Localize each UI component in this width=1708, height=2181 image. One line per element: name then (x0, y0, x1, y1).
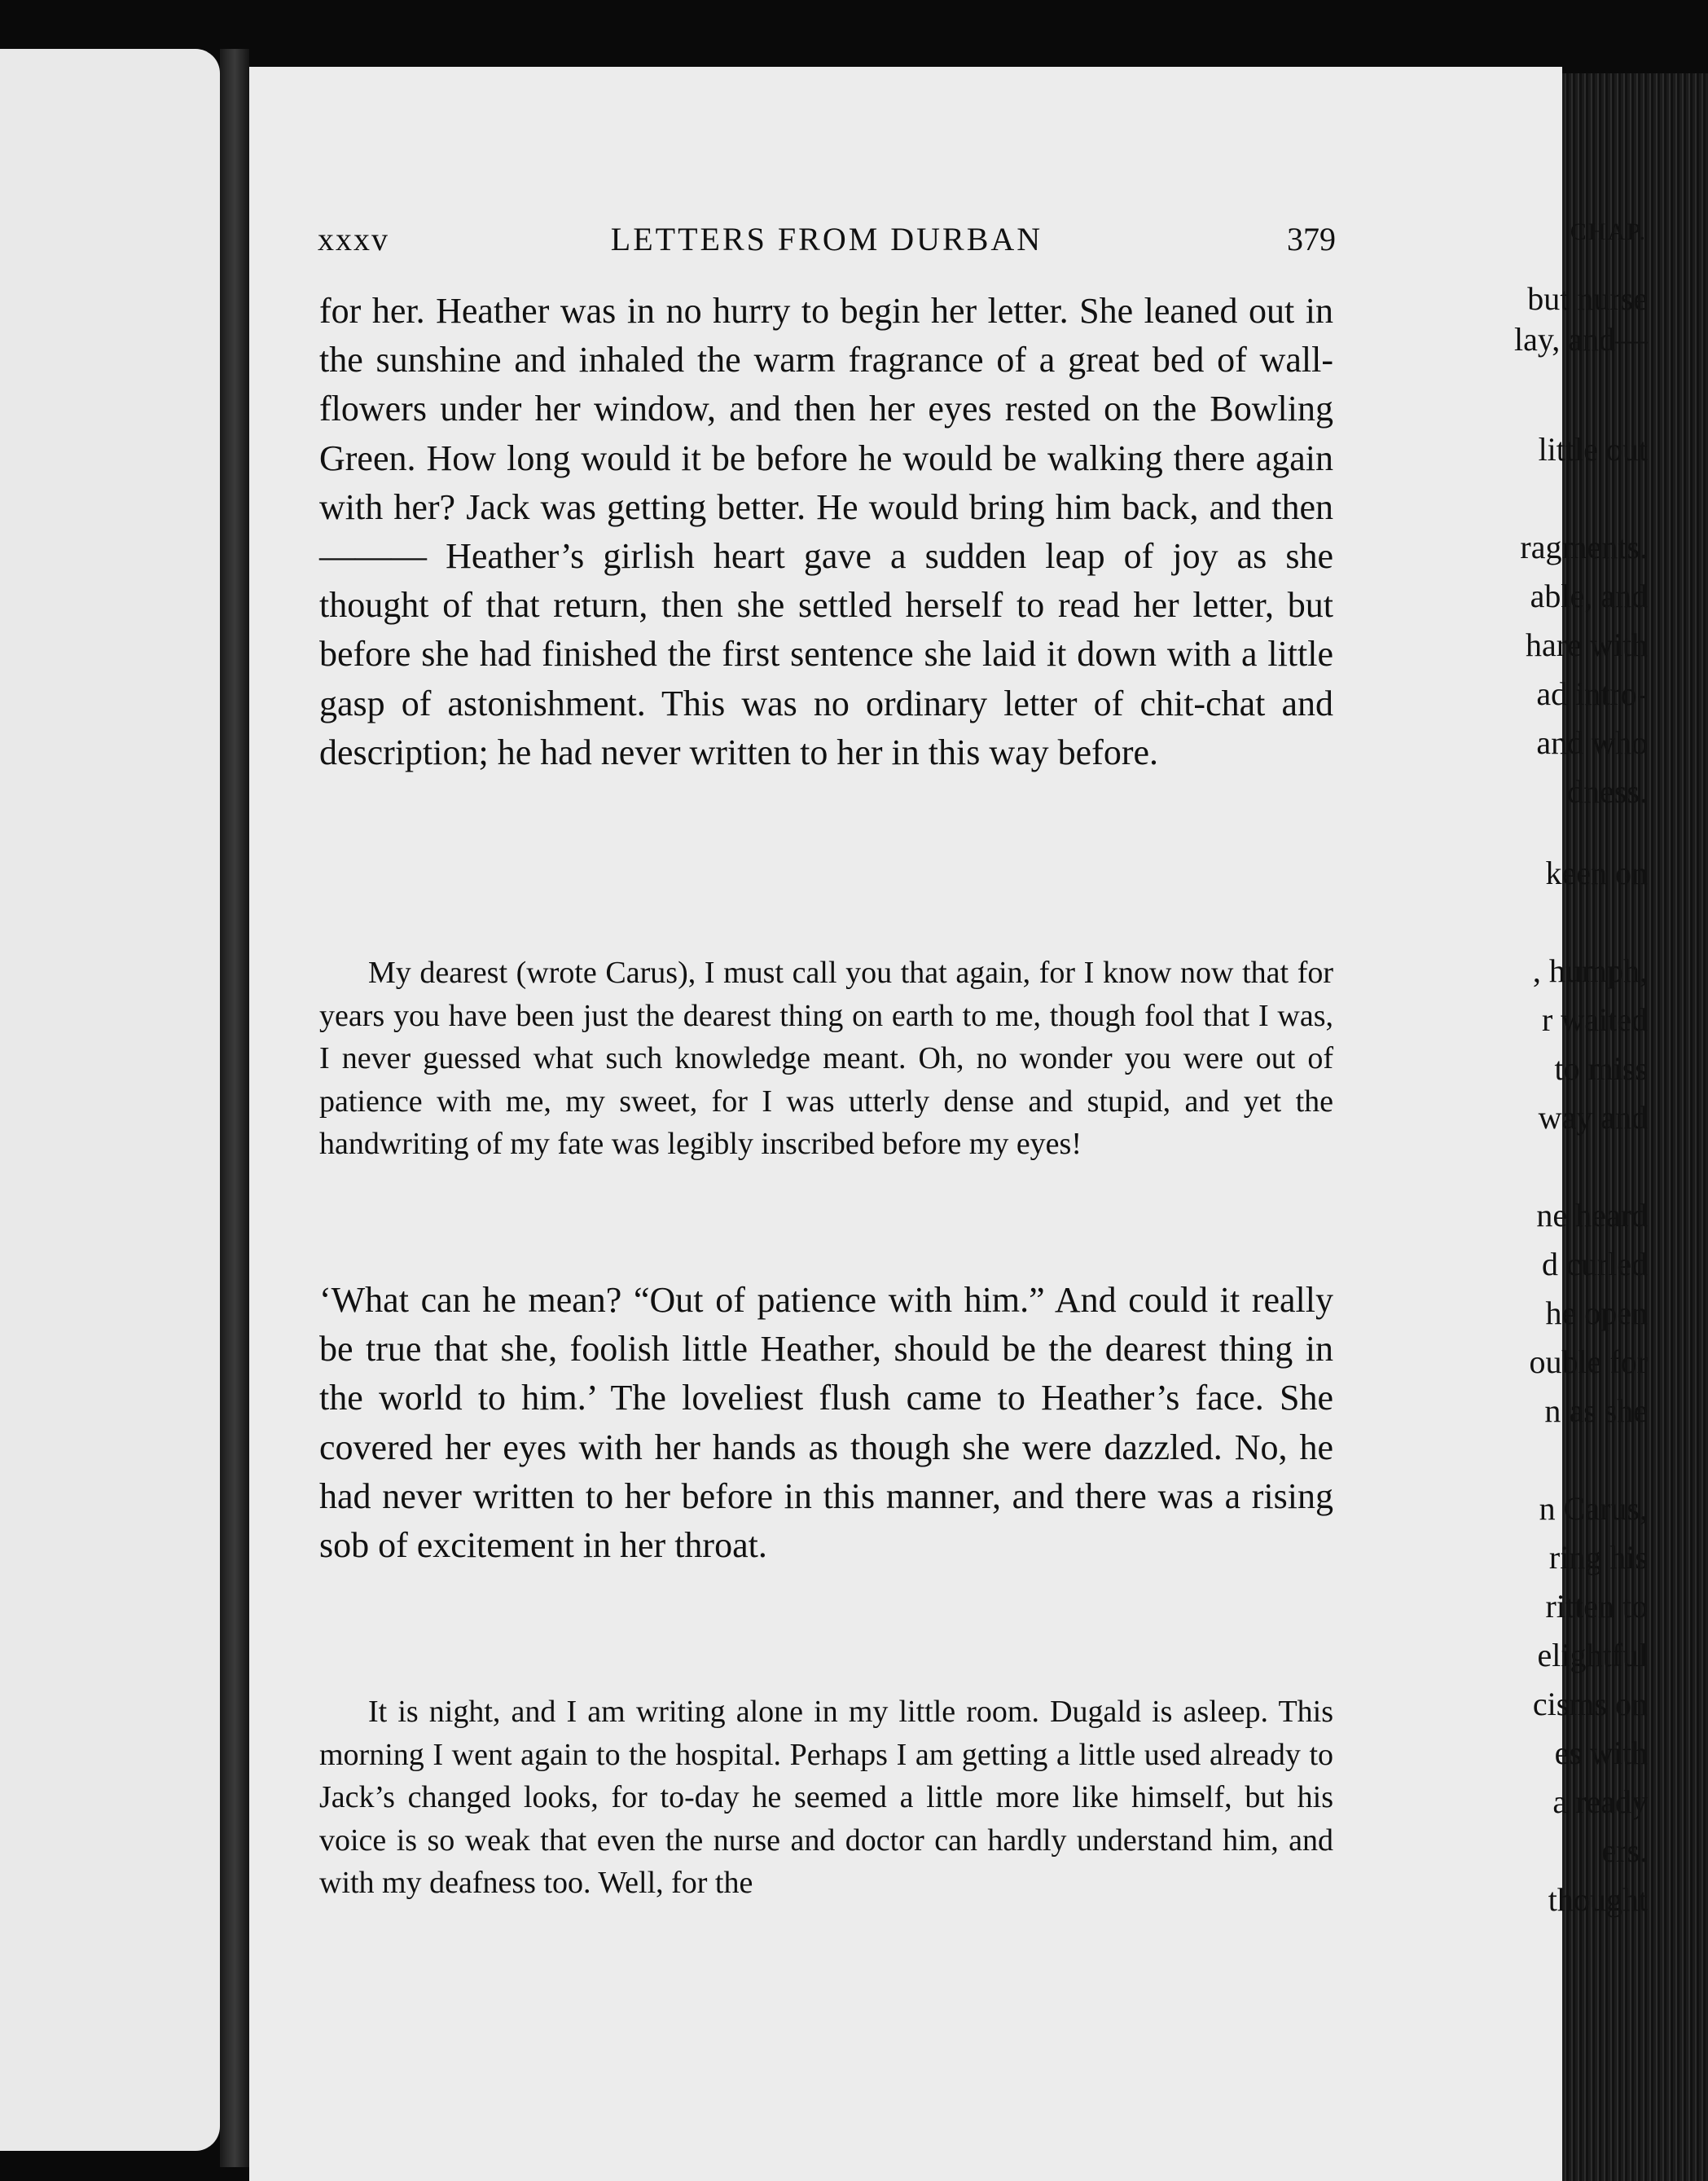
left-page-line: thought (1548, 1881, 1648, 1918)
left-page-line: he open (1545, 1295, 1648, 1331)
running-header (318, 220, 1336, 261)
left-page-line: able, and (1530, 578, 1648, 614)
left-page-line: ritten to (1545, 1588, 1648, 1625)
left-page-line: n as she (1544, 1392, 1648, 1429)
left-page-line: a ready (1552, 1783, 1648, 1820)
left-page-line: n Carus, (1539, 1490, 1648, 1527)
left-page-line: elightful (1537, 1637, 1648, 1673)
left-page-line: d curled (1542, 1246, 1648, 1282)
left-page-line: cisms on (1532, 1686, 1648, 1722)
left-page-line: hare with (1526, 627, 1648, 663)
left-page-line: but nurse (1527, 280, 1648, 317)
left-page-line: little out (1538, 431, 1648, 468)
page-number: 379 (1287, 221, 1336, 257)
left-page-line: lay, and— (1513, 321, 1648, 358)
book-gutter (220, 49, 249, 2167)
left-page-line: dness. (1567, 773, 1648, 810)
left-page-line: ne heard (1536, 1197, 1648, 1233)
left-page-line: ouble for (1529, 1343, 1648, 1380)
left-page-line: CHAP. (1570, 218, 1647, 245)
left-page-line: r waited (1542, 1001, 1648, 1038)
left-page-line: way and (1538, 1099, 1648, 1136)
chapter-number: xxxv (318, 221, 389, 257)
left-page-line: to miss (1554, 1050, 1648, 1087)
paragraph: ‘What can he mean? “Out of patience with him.” And could it really be true that she, foolish little Heather, should be the dearest thing in the world to him.’ The loveliest flush came to Heather’s face. She covered her eyes with her hands as though she were dazzled. No, he had never written to her before in this manner, and there was a rising sob of excitement in her throat. (319, 1280, 1333, 1566)
left-page-line: ad intro- (1536, 675, 1648, 712)
left-page-line: ragments. (1520, 529, 1648, 565)
left-page-line: , humph, (1532, 952, 1648, 989)
left-page-line: es with (1554, 1735, 1648, 1771)
left-page-line: keen on (1545, 855, 1648, 891)
left-page-line: ers. (1601, 1832, 1648, 1869)
paragraph: for her. Heather was in no hurry to begin her letter. She leaned out in the sunshine and inhaled the warm fragrance of a great bed of wall-flowers under her window, and then her eyes rested on the Bowling Green. How long would it be before he would be walking there again with her? Jack was getting better. He would bring him back, and then——— Heather’s girlish heart gave a sudden leap of joy as she thought of that return, then she settled herself to read her letter, but before she had finished the first sentence she laid it down with a little gasp of astonishment. This was no ordinary letter of chit-chat and description; he had never written to her in this way before. (319, 291, 1333, 772)
letter-excerpt: My dearest (wrote Carus), I must call you that again, for I know now that for years you have been just the dearest thing on earth to me, though fool that I was, I never guessed what such knowledge meant. Oh, no wonder you were out of patience with me, my sweet, for I was utterly dense and stupid, and yet the handwriting of my fate was legibly inscribed before my eyes! (319, 956, 1333, 1161)
running-title: LETTERS FROM DURBAN (610, 221, 1043, 257)
left-page-line: ring his (1548, 1539, 1648, 1576)
left-facing-page (0, 49, 220, 2151)
left-page-line: and who (1536, 724, 1648, 761)
letter-excerpt: It is night, and I am writing alone in my little room. Dugald is asleep. This morning I went again to the hospital. Perhaps I am getting a little used already to Jack’s changed looks, for to-day he seemed a little more like himself, but his voice is so weak that even the nurse and doctor can hardly understand him, and with my deafness too. Well, for the (319, 1695, 1333, 1900)
